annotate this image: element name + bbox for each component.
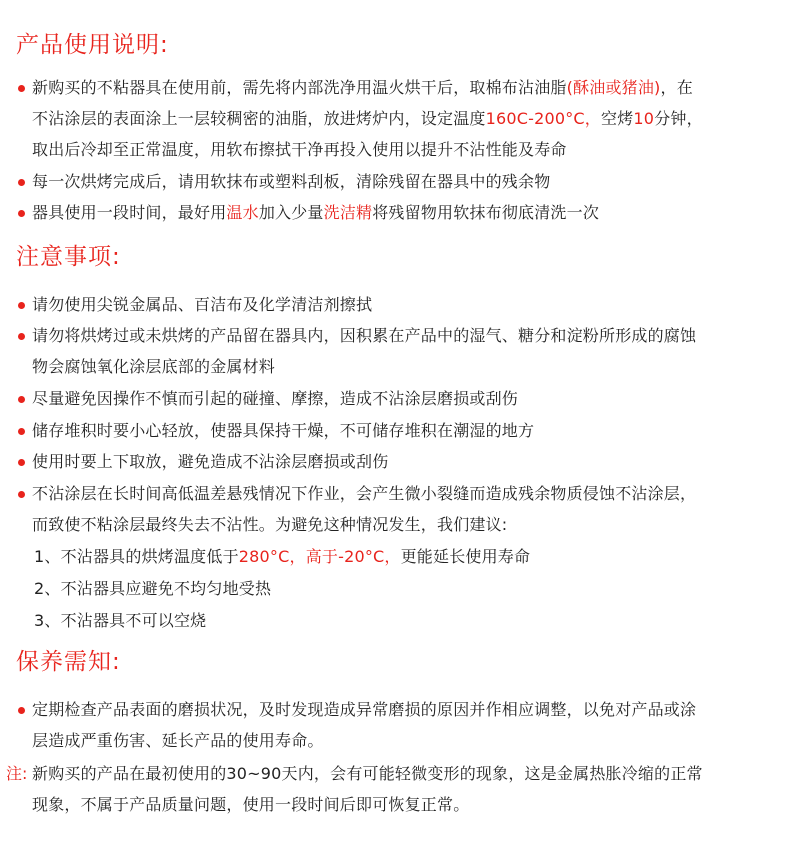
cautions-suggestion-2: 2、不沾器具应避免不均匀地受热 <box>34 579 272 598</box>
usage-item-3: 器具使用一段时间，最好用温水加入少量洗洁精将残留物用软抹布彻底清洗一次 <box>32 203 600 222</box>
cautions-item-1: 请勿使用尖锐金属品、百洁布及化学清洁剂擦拭 <box>32 295 373 314</box>
red-dot-bullet-icon <box>18 428 25 435</box>
oil-type-highlight: (酥油或猪油) <box>566 78 661 97</box>
cautions-item-4: 储存堆积时要小心轻放，使器具保持干燥，不可储存堆积在潮湿的地方 <box>32 421 535 440</box>
usage-title: 产品使用说明: <box>16 32 169 58</box>
temperature-range-highlight: 280°C，高于-20°C， <box>238 547 401 566</box>
cautions-item-2-line-2: 物会腐蚀氧化涂层底部的金属材料 <box>32 357 276 376</box>
maintenance-item-1-line-2: 层造成严重伤害、延长产品的使用寿命。 <box>32 731 324 750</box>
red-dot-bullet-icon <box>18 210 25 217</box>
red-dot-bullet-icon <box>18 85 25 92</box>
minutes-highlight: 10 <box>633 109 655 128</box>
detergent-highlight: 洗洁精 <box>323 203 373 222</box>
note-line-1: 新购买的产品在最初使用的30~90天内，会有可能轻微变形的现象，这是金属热胀冷缩的正常 <box>32 764 703 783</box>
red-dot-bullet-icon <box>18 491 25 498</box>
warm-water-highlight: 温水 <box>226 203 259 222</box>
cautions-item-6-line-2: 而致使不粘涂层最终失去不沾性。为避免这种情况发生，我们建议: <box>32 515 508 534</box>
usage-item-1-line-3: 取出后冷却至正常温度，用软布擦拭干净再投入使用以提升不沾性能及寿命 <box>32 140 567 159</box>
maintenance-item-1-line-1: 定期检查产品表面的磨损状况，及时发现造成异常磨损的原因并作相应调整，以免对产品或涂 <box>32 700 697 719</box>
temperature-highlight: 160C-200°C， <box>485 109 602 128</box>
note-line-2: 现象，不属于产品质量问题，使用一段时间后即可恢复正常。 <box>32 795 470 814</box>
cautions-item-6-line-1: 不沾涂层在长时间高低温差悬残情况下作业，会产生微小裂缝而造成残余物质侵蚀不沾涂层， <box>32 484 697 503</box>
red-dot-bullet-icon <box>18 179 25 186</box>
red-dot-bullet-icon <box>18 459 25 466</box>
cautions-item-3: 尽量避免因操作不慎而引起的碰撞、摩擦，造成不沾涂层磨损或刮伤 <box>32 389 519 408</box>
cautions-suggestion-1: 1、不沾器具的烘烤温度低于280°C，高于-20°C，更能延长使用寿命 <box>34 547 531 566</box>
usage-item-1-line-1: 新购买的不粘器具在使用前，需先将内部洗净用温火烘干后，取棉布沾油脂(酥油或猪油)，在 <box>32 78 693 97</box>
note-label: 注: <box>6 764 28 783</box>
usage-item-1-line-2: 不沾涂层的表面涂上一层较稠密的油脂，放进烤炉内，设定温度160C-200°C，空烤10分钟， <box>32 109 703 128</box>
cautions-item-5: 使用时要上下取放，避免造成不沾涂层磨损或刮伤 <box>32 452 389 471</box>
cautions-title: 注意事项: <box>16 244 121 270</box>
cautions-item-2-line-1: 请勿将烘烤过或未烘烤的产品留在器具内，因积累在产品中的湿气、糖分和淀粉所形成的腐蚀 <box>32 326 697 345</box>
red-dot-bullet-icon <box>18 302 25 309</box>
red-dot-bullet-icon <box>18 707 25 714</box>
maintenance-title: 保养需知: <box>16 649 121 675</box>
red-dot-bullet-icon <box>18 333 25 340</box>
usage-item-2: 每一次烘烤完成后，请用软抹布或塑料刮板，清除残留在器具中的残余物 <box>32 172 551 191</box>
red-dot-bullet-icon <box>18 396 25 403</box>
cautions-suggestion-3: 3、不沾器具不可以空烧 <box>34 611 207 630</box>
